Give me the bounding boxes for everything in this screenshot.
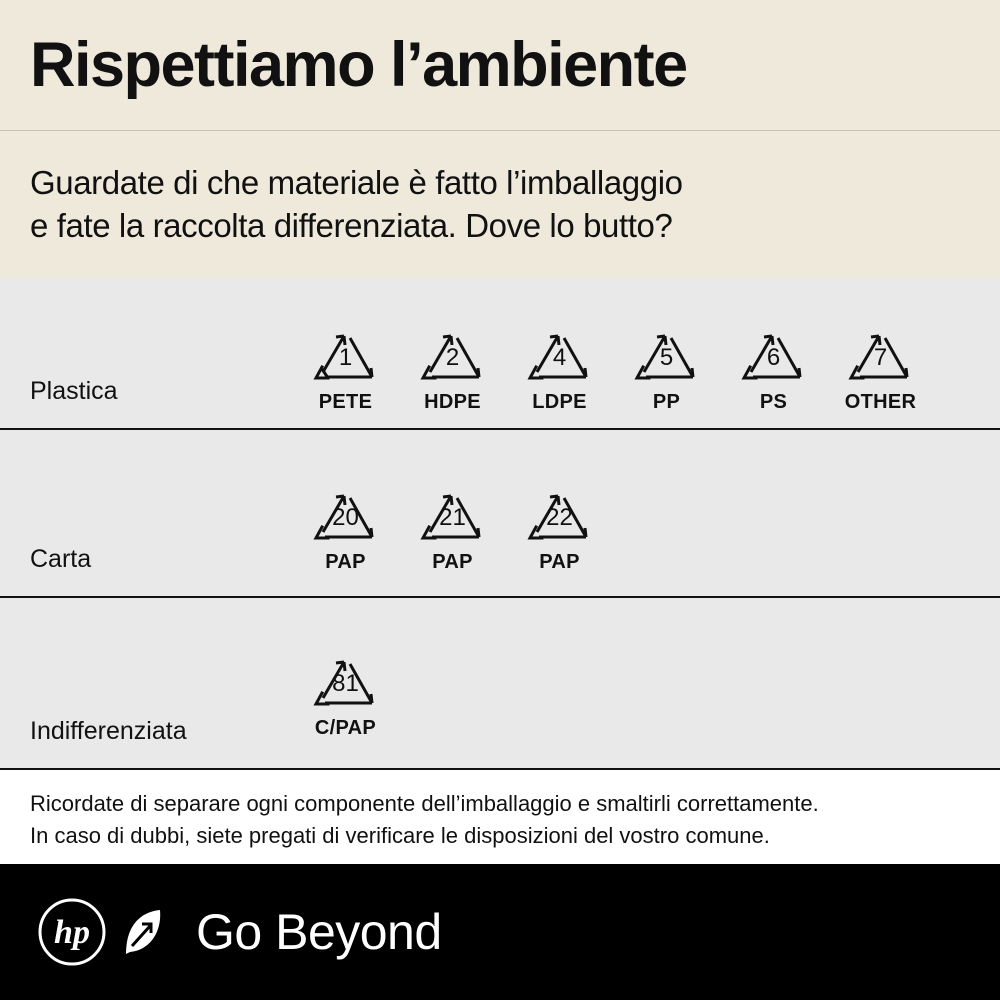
recycle-symbol: [292, 474, 399, 574]
subtitle-line-2: e fate la raccolta differenziata. Dove lo butto?: [30, 207, 673, 244]
brand-footer: [0, 864, 1000, 1000]
recycle-triangle-icon: [619, 314, 715, 388]
row-label-indifferenziata: Indifferenziata: [30, 717, 187, 745]
symbol-group-plastica: [292, 314, 934, 428]
symbol-number: 2: [445, 344, 460, 371]
symbol-number: 5: [659, 344, 674, 371]
table-row: [0, 278, 1000, 428]
row-label-carta: Carta: [30, 545, 92, 573]
recycle-symbol: [292, 314, 399, 414]
recycle-symbol: [506, 314, 613, 414]
subtitle-band: [0, 130, 1000, 279]
recycle-triangle-icon: [298, 474, 394, 548]
recycle-triangle-icon: [512, 314, 608, 388]
brand-logo: [38, 898, 442, 966]
symbol-code: PAP: [325, 551, 366, 573]
title-band: [0, 0, 1000, 130]
symbol-code: LDPE: [532, 391, 587, 413]
symbol-number: 81: [332, 670, 359, 697]
subtitle-line-1: Guardate di che materiale è fatto l’imballaggio: [30, 164, 683, 202]
footnote: [0, 768, 1000, 864]
symbol-code: OTHER: [844, 391, 917, 413]
recycle-triangle-icon: [298, 640, 394, 714]
symbol-number: 21: [439, 504, 466, 531]
symbol-code: PETE: [318, 391, 373, 413]
symbol-group-indifferenziata: [292, 640, 399, 768]
symbol-number: 22: [546, 504, 573, 531]
symbol-code: HDPE: [424, 391, 481, 413]
recycle-symbol: [506, 474, 613, 574]
recycle-symbol: [720, 314, 827, 414]
leaf-arrow-icon: [120, 906, 164, 958]
page-title: Rispettiamo l’ambiente: [30, 30, 687, 100]
symbol-code: C/PAP: [314, 717, 377, 739]
recycle-symbol: [613, 314, 720, 414]
recycle-symbol: [399, 474, 506, 574]
recycle-symbol: [292, 640, 399, 740]
row-label-plastica: Plastica: [30, 377, 118, 405]
recycle-triangle-icon: [833, 314, 929, 388]
material-rows: [0, 278, 1000, 768]
table-row: [0, 596, 1000, 768]
svg-text:hp: hp: [54, 914, 90, 951]
symbol-group-carta: [292, 474, 613, 596]
symbol-number: 6: [766, 344, 781, 371]
symbol-number: 7: [873, 344, 888, 371]
footnote-line-2: In caso di dubbi, siete pregati di verificare le disposizioni del vostro comune.: [30, 822, 770, 848]
symbol-number: 4: [552, 344, 567, 371]
recycle-triangle-icon: [726, 314, 822, 388]
recycle-triangle-icon: [298, 314, 394, 388]
footnote-line-1: Ricordate di separare ogni componente dell’imballaggio e smaltirli correttamente.: [30, 791, 819, 816]
symbol-number: 1: [338, 344, 353, 371]
brand-slogan: Go Beyond: [196, 904, 442, 960]
symbol-code: PS: [759, 391, 788, 413]
recycle-triangle-icon: [405, 474, 501, 548]
symbol-number: 20: [332, 504, 359, 531]
recycle-triangle-icon: [512, 474, 608, 548]
hp-logo-icon: [38, 898, 106, 966]
symbol-code: PP: [652, 391, 681, 413]
recycle-symbol: [827, 314, 934, 414]
symbol-code: PAP: [432, 551, 473, 573]
symbol-code: PAP: [539, 551, 580, 573]
recycle-symbol: [399, 314, 506, 414]
recycle-triangle-icon: [405, 314, 501, 388]
table-row: [0, 428, 1000, 596]
